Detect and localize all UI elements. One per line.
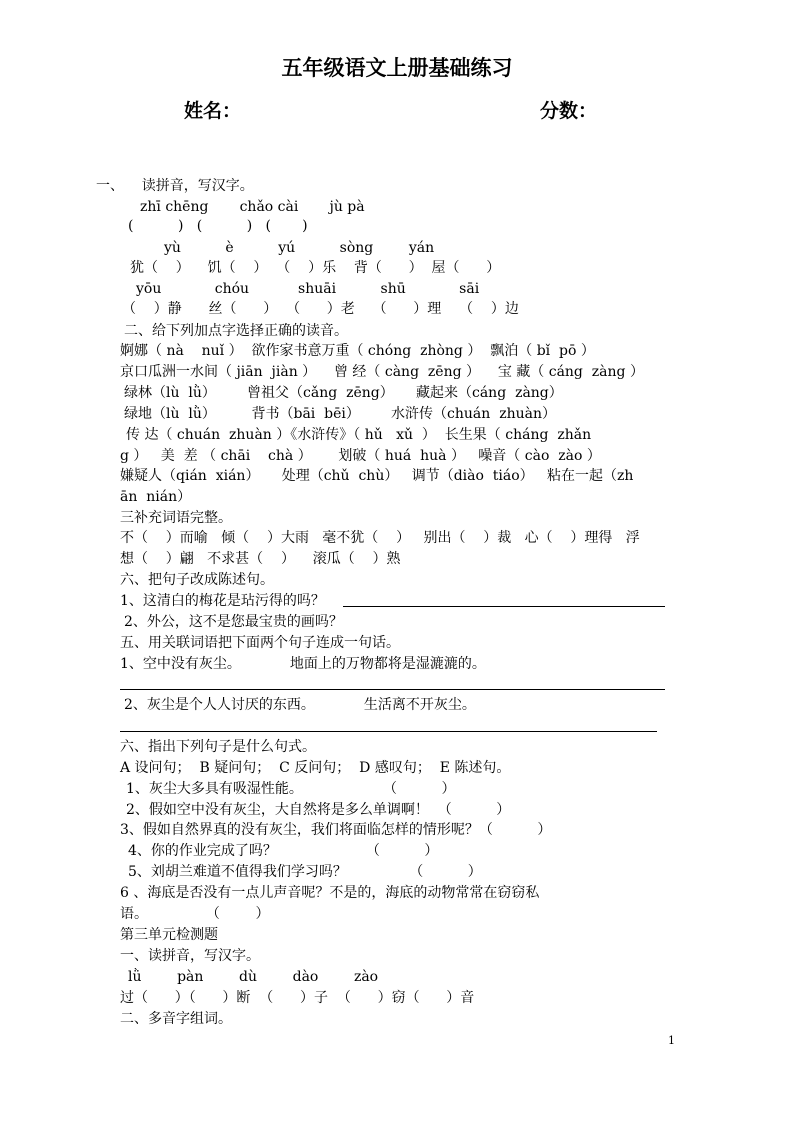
idiom-line: 不（ ）而喻 倾（ ）大雨 毫不犹（ ） 别出（ ）裁 心（ ）理得 浮 — [120, 530, 640, 546]
reading-line: 传 达（ chuán zhuàn ）《水浒传》（ hǔ xǔ ） 长生果（ cháng zhǎn — [126, 427, 592, 443]
section-6-heading: 六、把句子改成陈述句。 — [120, 572, 274, 588]
type-question-3: 3、假如自然界真的没有灰尘，我们将面临怎样的情形呢？（ ） — [120, 822, 552, 838]
answer-row-1: ( ) ( ) ( ) — [128, 218, 308, 234]
unit-3-heading: 第三单元检测题 — [120, 927, 218, 943]
type-question-5: 5、刘胡兰难道不值得我们学习吗？ （ ） — [128, 864, 482, 880]
answer-row-2: 犹（ ） 饥（ ） （ ）乐 背（ ） 屋（ ） — [130, 260, 501, 276]
sentence-types: A 设问句； B 疑问句； C 反问句； D 感叹句； E 陈述句。 — [120, 760, 511, 776]
type-question-4: 4、你的作业完成了吗？ （ ） — [128, 843, 439, 859]
unit-3-pinyin: lǜ pàn dù dào zào — [128, 969, 379, 985]
score-label: 分数： — [540, 100, 598, 122]
answer-line — [120, 731, 657, 732]
reading-line: 绿林（lù lǜ） 曾祖父（cǎng zēng） 藏起来（cáng zàng） — [124, 385, 563, 401]
unit-3-section-1: 一、读拼音，写汉字。 — [120, 948, 260, 964]
answer-line — [120, 689, 665, 690]
answer-row-3: （ ）静 丝（ ） （ ）老 （ ）理 （ ）边 — [122, 301, 519, 317]
reading-line: 婀娜（ nà nuǐ ） 欲作家书意万重（ chóng zhòng ） 飘泊（ bǐ pō ） — [120, 343, 595, 359]
unit-3-answers: 过（ ）（ ）断 （ ）子 （ ）窃（ ）音 — [120, 990, 475, 1006]
type-question-1: 1、灰尘大多具有吸湿性能。 （ ） — [126, 781, 456, 797]
section-3-heading: 三补充词语完整。 — [120, 510, 232, 526]
name-label: 姓名： — [184, 100, 242, 122]
reading-line: g ） 美 差 （ chāi chà ） 划破（ huá huà ） 噪音（ cào zào ） — [120, 448, 601, 464]
page-title: 五年级语文上册基础练习 — [281, 56, 513, 80]
page-number: 1 — [668, 1034, 675, 1047]
pinyin-row-3: yōu chóu shuāi shū sāi — [136, 281, 480, 297]
section-1-heading: 一、 读拼音，写汉字。 — [96, 178, 254, 194]
reading-line: 京口瓜洲一水间（ jiān jiàn ） 曾 经（ càng zēng ） 宝 藏（ cáng zàng ） — [120, 364, 644, 380]
section-5-heading: 五、用关联词语把下面两个句子连成一句话。 — [120, 635, 400, 651]
reading-line: 绿地（lù lǜ） 背书（bāi bēi） 水浒传（chuán zhuàn） — [124, 406, 556, 422]
sentence-pair-1: 1、空中没有灰尘。 地面上的万物都将是湿漉漉的。 — [120, 656, 486, 672]
reading-line: 嫌疑人（qián xián） 处理（chǔ chù） 调节（diào tiáo） 粘在一起（zh — [120, 468, 634, 484]
reading-line: ān nián） — [120, 489, 192, 505]
answer-line — [343, 606, 665, 607]
type-question-6-cont: 语。 （ ） — [120, 906, 270, 922]
sentence-2: 2、外公，这不是您最宝贵的画吗？ — [124, 614, 343, 630]
type-question-6: 6 、海底是否没有一点儿声音呢？不是的，海底的动物常常在窃窃私 — [120, 885, 540, 901]
type-question-2: 2、假如空中没有灰尘，大自然将是多么单调啊！ （ ） — [126, 802, 511, 818]
pinyin-row-1: zhī chēng chǎo cài jù pà — [140, 199, 365, 215]
section-6b-heading: 六、指出下列句子是什么句式。 — [120, 739, 316, 755]
sentence-pair-2: 2、灰尘是个人人讨厌的东西。 生活离不开灰尘。 — [124, 697, 476, 713]
idiom-line: 想（ ）翩 不求甚（ ） 滚瓜（ ）熟 — [120, 551, 401, 567]
section-2-heading: 二、给下列加点字选择正确的读音。 — [124, 323, 348, 339]
pinyin-row-2: yù è yú sòng yán — [164, 240, 435, 256]
sentence-1: 1、这清白的梅花是玷污得的吗？ — [120, 593, 325, 609]
unit-3-section-2: 二、多音字组词。 — [120, 1011, 232, 1027]
